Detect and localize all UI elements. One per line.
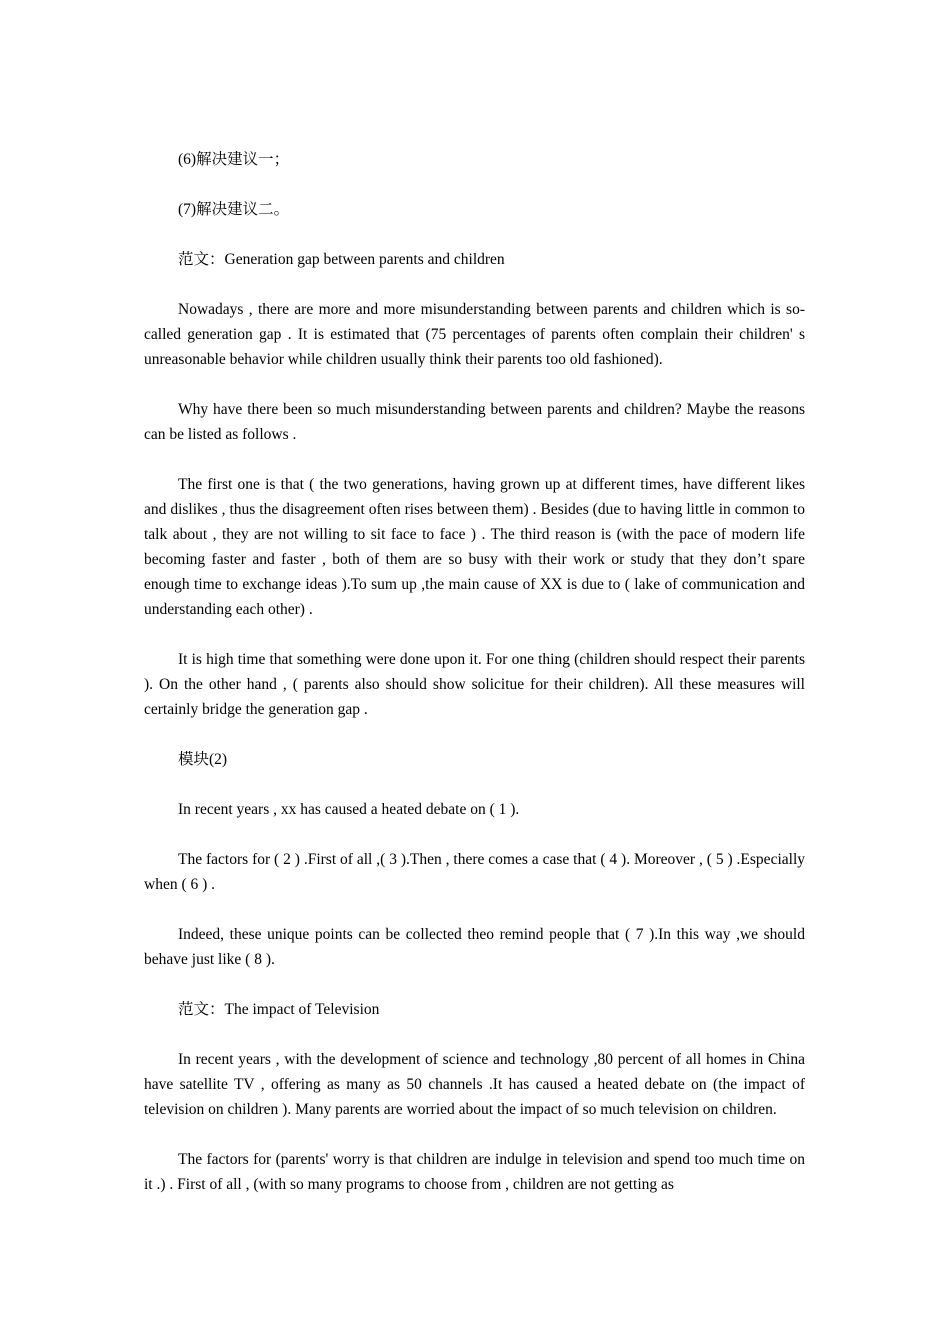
essay-2-paragraph-2: The factors for (parents' worry is that children are indulge in television and spend too much time on it .) . First of all , (with so many programs to choose from , children are not getting as: [144, 1151, 805, 1193]
essay-1-paragraph-1: Nowadays , there are more and more misunderstanding between parents and children which is so- called generation gap . It is estimated that (75 percentages of parents often complain their children' s unreasonable behavior while children usually think their parents too old fashioned).: [144, 301, 805, 368]
essay-1-paragraph-3: The first one is that ( the two generations, having grown up at different times, have different likes and dislikes , thus the disagreement often rises between them) . Besides (due to having little in common to talk about , they are not willing to sit face to face ) . The third reason is (with the pace of modern life becoming faster and faster , both of them are so busy with their work or study that they don’t spare enough time to exchange ideas ).To sum up ,the main cause of XX is due to ( lake of communication and understanding each other) .: [144, 476, 805, 618]
outline-item-7: (7)解决建议二。: [178, 201, 290, 218]
template-paragraph-3: Indeed, these unique points can be collected theo remind people that ( 7 ).In this way ,we should behave just like ( 8 ).: [144, 926, 805, 968]
essay-1-paragraph-2: Why have there been so much misunderstanding between parents and children? Maybe the reasons can be listed as follows .: [144, 401, 805, 443]
sample-essay-heading-1: 范文：Generation gap between parents and children: [178, 251, 505, 268]
essay-2-paragraph-1: In recent years , with the development of science and technology ,80 percent of all homes in China have satellite TV , offering as many as 50 channels .It has caused a heated debate on (the impact of television on children ). Many parents are worried about the impact of so much television on children.: [144, 1051, 805, 1118]
template-paragraph-1: In recent years , xx has caused a heated debate on ( 1 ).: [178, 801, 520, 818]
sample-essay-heading-2: 范文：The impact of Television: [178, 1001, 380, 1018]
outline-item-6: (6)解决建议一；: [178, 151, 290, 168]
template-paragraph-2: The factors for ( 2 ) .First of all ,( 3 ).Then , there comes a case that ( 4 ). Moreover , ( 5 ) .Especially when ( 6 ) .: [144, 851, 805, 893]
essay-1-paragraph-4: It is high time that something were done upon it. For one thing (children should respect their parents ). On the other hand , ( parents also should show solicitue for their children). All these measures will certainly bridge the generation gap .: [144, 651, 805, 718]
module-2-heading: 模块(2): [178, 751, 228, 768]
document-page: [144, 147, 805, 1222]
